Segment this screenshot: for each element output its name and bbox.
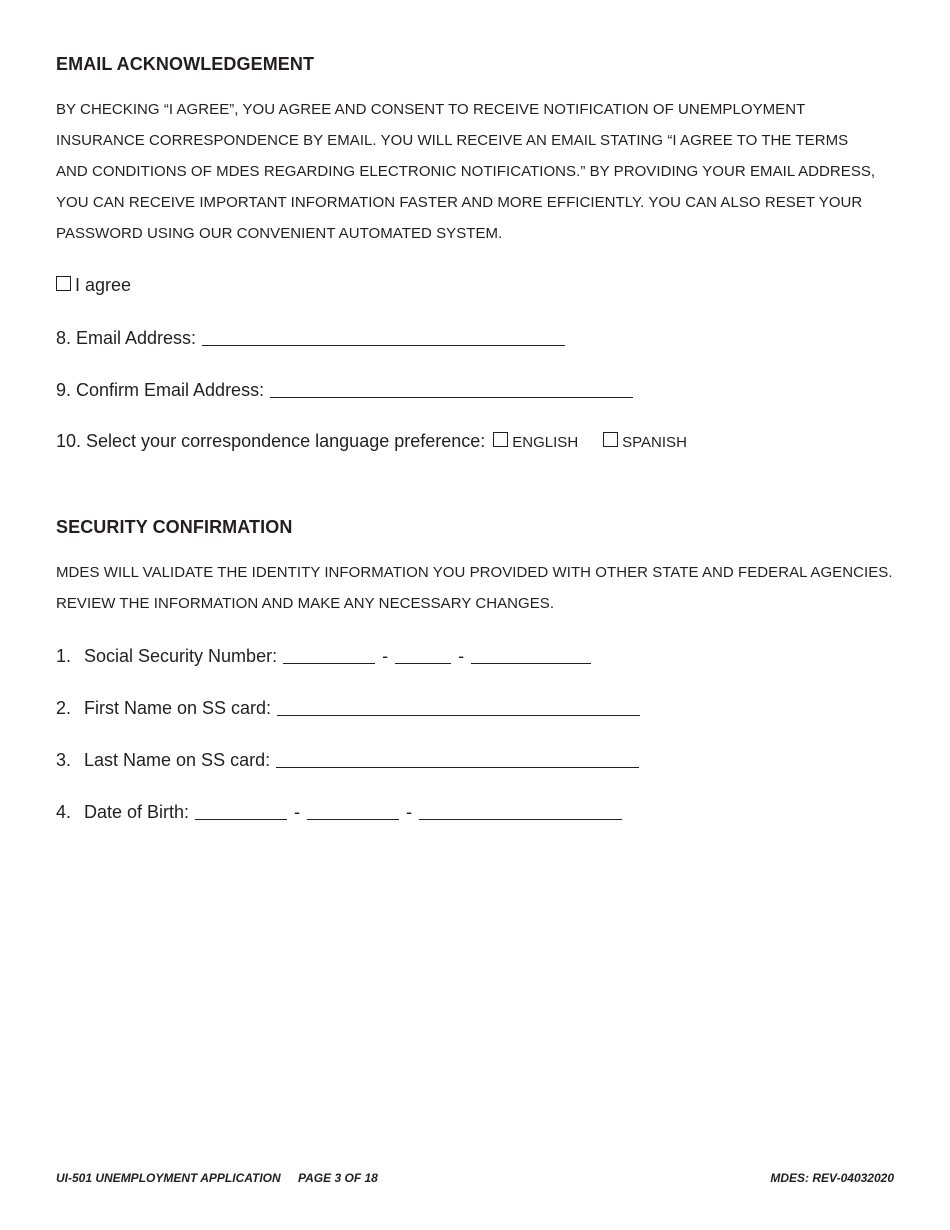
footer-page-number: PAGE 3 OF 18 <box>298 1171 378 1185</box>
paragraph-line: INSURANCE CORRESPONDENCE BY EMAIL. YOU WILL RECEIVE AN EMAIL STATING “I AGREE TO THE TERMS <box>56 132 849 149</box>
footer-revision: MDES: REV-04032020 <box>770 1171 894 1185</box>
field-number: 3. <box>56 750 72 770</box>
email-consent-paragraph <box>56 94 906 249</box>
dob-month-field[interactable] <box>195 801 287 820</box>
agree-label: I agree <box>75 275 132 295</box>
confirm-email-field[interactable] <box>270 379 633 398</box>
paragraph-line: PASSWORD USING OUR CONVENIENT AUTOMATED SYSTEM. <box>56 225 503 242</box>
paragraph-line: MDES WILL VALIDATE THE IDENTITY INFORMATION YOU PROVIDED WITH OTHER STATE AND FEDERAL AGENCIES. <box>56 564 893 581</box>
dob-day-field[interactable] <box>307 801 399 820</box>
language-preference-row <box>56 429 687 455</box>
email-address-field[interactable] <box>202 327 565 346</box>
paragraph-line: YOU CAN RECEIVE IMPORTANT INFORMATION FASTER AND MORE EFFICIENTLY. YOU CAN ALSO RESET YOUR <box>56 194 863 211</box>
field-number: 4. <box>56 802 72 822</box>
english-checkbox[interactable] <box>493 432 508 447</box>
last-name-row <box>56 747 639 772</box>
dob-year-field[interactable] <box>419 801 622 820</box>
email-address-row <box>56 325 565 350</box>
field-number: 2. <box>56 698 72 718</box>
agree-row <box>56 273 131 297</box>
separator-dash: - <box>382 646 389 666</box>
paragraph-line: AND CONDITIONS OF MDES REGARDING ELECTRONIC NOTIFICATIONS.” BY PROVIDING YOUR EMAIL ADDRESS, <box>56 163 876 180</box>
ssn-part1-field[interactable] <box>283 645 375 664</box>
separator-dash: - <box>406 802 413 822</box>
security-paragraph <box>56 557 906 619</box>
footer-form-name: UI-501 UNEMPLOYMENT APPLICATION <box>56 1171 281 1185</box>
date-of-birth-label: Date of Birth: <box>84 802 190 822</box>
ssn-row <box>56 643 591 668</box>
spanish-checkbox[interactable] <box>603 432 618 447</box>
paragraph-line: REVIEW THE INFORMATION AND MAKE ANY NECESSARY CHANGES. <box>56 595 555 612</box>
ssn-part3-field[interactable] <box>471 645 591 664</box>
security-confirmation-heading: SECURITY CONFIRMATION <box>56 517 293 537</box>
ssn-label: Social Security Number: <box>84 646 278 666</box>
date-of-birth-row <box>56 799 622 824</box>
footer-left <box>56 1170 378 1186</box>
field-number: 1. <box>56 646 72 666</box>
english-option-label: ENGLISH <box>512 434 579 451</box>
confirm-email-label: 9. Confirm Email Address: <box>56 380 265 400</box>
separator-dash: - <box>458 646 465 666</box>
email-address-label: 8. Email Address: <box>56 328 197 348</box>
separator-dash: - <box>294 802 301 822</box>
agree-checkbox[interactable] <box>56 276 71 291</box>
first-name-field[interactable] <box>277 697 640 716</box>
first-name-label: First Name on SS card: <box>84 698 272 718</box>
email-acknowledgement-heading: EMAIL ACKNOWLEDGEMENT <box>56 54 315 74</box>
language-preference-label: 10. Select your correspondence language preference: <box>56 431 486 451</box>
first-name-row <box>56 695 640 720</box>
ssn-part2-field[interactable] <box>395 645 451 664</box>
confirm-email-row <box>56 377 633 402</box>
paragraph-line: BY CHECKING “I AGREE”, YOU AGREE AND CONSENT TO RECEIVE NOTIFICATION OF UNEMPLOYMENT <box>56 101 806 118</box>
last-name-label: Last Name on SS card: <box>84 750 271 770</box>
last-name-field[interactable] <box>276 749 639 768</box>
spanish-option-label: SPANISH <box>622 434 687 451</box>
